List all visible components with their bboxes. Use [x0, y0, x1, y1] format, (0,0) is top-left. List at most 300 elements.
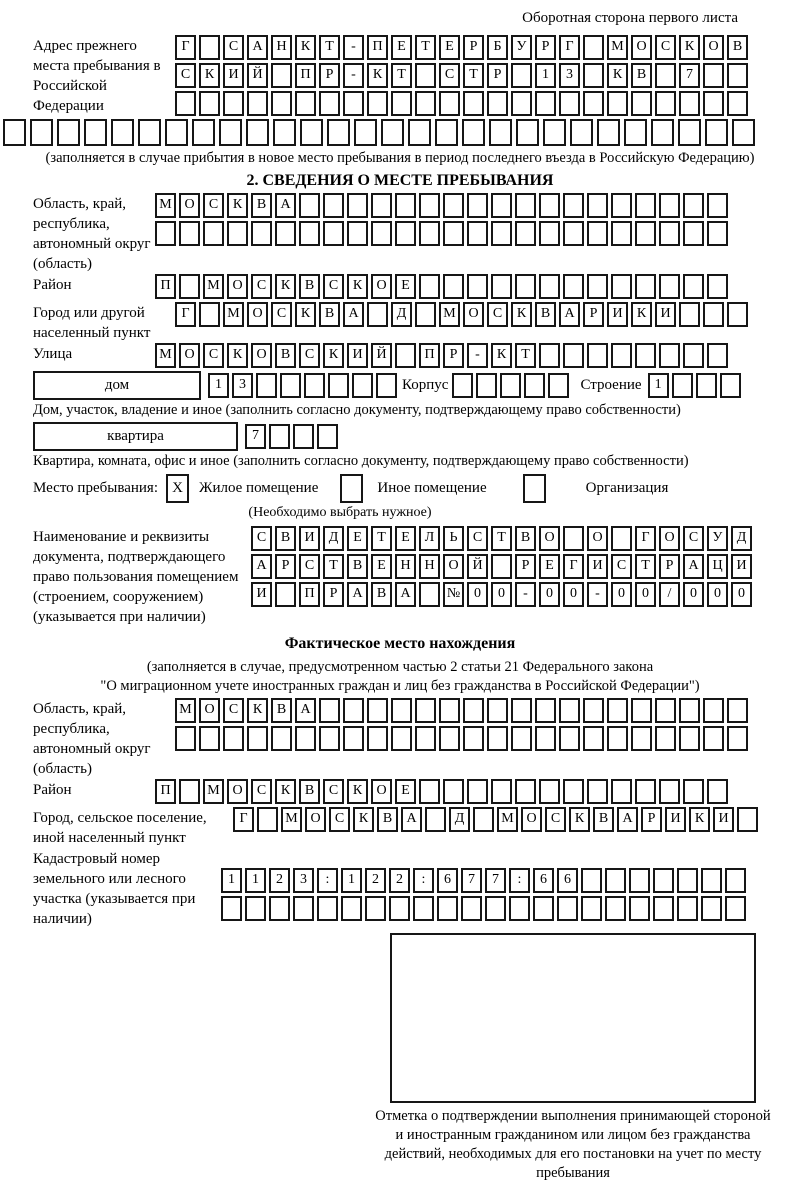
char-box[interactable] — [419, 193, 440, 218]
char-box[interactable]: Р — [659, 554, 680, 579]
char-box[interactable]: О — [659, 526, 680, 551]
char-box[interactable]: В — [271, 698, 292, 723]
char-box[interactable]: К — [295, 35, 316, 60]
char-box[interactable] — [491, 554, 512, 579]
char-box[interactable]: - — [343, 63, 364, 88]
char-box[interactable] — [199, 91, 220, 116]
char-box[interactable] — [317, 424, 338, 449]
char-box[interactable]: 0 — [539, 582, 560, 607]
char-box[interactable]: А — [683, 554, 704, 579]
char-box[interactable] — [696, 373, 717, 398]
char-box[interactable]: П — [155, 274, 176, 299]
char-box[interactable] — [275, 221, 296, 246]
char-box[interactable] — [415, 726, 436, 751]
char-box[interactable] — [199, 302, 220, 327]
char-box[interactable]: И — [347, 343, 368, 368]
char-box[interactable] — [725, 868, 746, 893]
char-box[interactable] — [419, 221, 440, 246]
char-box[interactable] — [703, 698, 724, 723]
char-box[interactable] — [511, 698, 532, 723]
char-box[interactable]: О — [371, 779, 392, 804]
char-box[interactable]: Л — [419, 526, 440, 551]
char-box[interactable] — [491, 193, 512, 218]
char-box[interactable] — [683, 221, 704, 246]
char-box[interactable]: Б — [487, 35, 508, 60]
char-box[interactable]: Г — [175, 35, 196, 60]
char-box[interactable]: Т — [319, 35, 340, 60]
char-box[interactable] — [111, 119, 134, 146]
char-box[interactable]: Р — [319, 63, 340, 88]
char-box[interactable] — [515, 274, 536, 299]
char-box[interactable] — [581, 868, 602, 893]
char-box[interactable] — [727, 726, 748, 751]
char-box[interactable]: О — [703, 35, 724, 60]
char-box[interactable]: Е — [395, 274, 416, 299]
char-box[interactable]: В — [347, 554, 368, 579]
char-box[interactable]: № — [443, 582, 464, 607]
char-box[interactable]: : — [317, 868, 338, 893]
char-box[interactable]: Е — [539, 554, 560, 579]
char-box[interactable] — [635, 343, 656, 368]
char-box[interactable]: М — [155, 193, 176, 218]
char-box[interactable] — [473, 807, 494, 832]
char-box[interactable] — [539, 274, 560, 299]
char-box[interactable] — [415, 63, 436, 88]
char-box[interactable]: / — [659, 582, 680, 607]
char-box[interactable]: Р — [275, 554, 296, 579]
char-box[interactable]: В — [299, 274, 320, 299]
char-box[interactable]: О — [227, 779, 248, 804]
char-box[interactable]: Т — [635, 554, 656, 579]
char-box[interactable] — [516, 119, 539, 146]
char-box[interactable]: В — [299, 779, 320, 804]
char-box[interactable] — [343, 726, 364, 751]
char-box[interactable]: Е — [395, 779, 416, 804]
char-box[interactable] — [439, 726, 460, 751]
char-box[interactable] — [583, 726, 604, 751]
house-type-box[interactable]: дом — [33, 371, 201, 400]
char-box[interactable] — [563, 526, 584, 551]
char-box[interactable]: К — [491, 343, 512, 368]
char-box[interactable]: Г — [233, 807, 254, 832]
char-box[interactable] — [727, 91, 748, 116]
char-box[interactable] — [437, 896, 458, 921]
char-box[interactable] — [419, 582, 440, 607]
char-box[interactable] — [629, 868, 650, 893]
char-box[interactable] — [275, 582, 296, 607]
char-box[interactable]: - — [587, 582, 608, 607]
char-box[interactable]: 3 — [293, 868, 314, 893]
char-box[interactable]: Г — [635, 526, 656, 551]
char-box[interactable]: 0 — [563, 582, 584, 607]
char-box[interactable]: Д — [449, 807, 470, 832]
char-box[interactable] — [587, 274, 608, 299]
char-box[interactable]: В — [319, 302, 340, 327]
char-box[interactable] — [500, 373, 521, 398]
char-box[interactable] — [487, 91, 508, 116]
char-box[interactable] — [391, 698, 412, 723]
char-box[interactable]: И — [251, 582, 272, 607]
char-box[interactable]: - — [515, 582, 536, 607]
char-box[interactable]: М — [439, 302, 460, 327]
char-box[interactable] — [251, 221, 272, 246]
char-box[interactable]: О — [587, 526, 608, 551]
char-box[interactable] — [415, 698, 436, 723]
char-box[interactable]: Т — [463, 63, 484, 88]
char-box[interactable]: К — [295, 302, 316, 327]
char-box[interactable]: А — [395, 582, 416, 607]
char-box[interactable] — [199, 35, 220, 60]
char-box[interactable] — [651, 119, 674, 146]
char-box[interactable]: 7 — [461, 868, 482, 893]
char-box[interactable] — [539, 779, 560, 804]
char-box[interactable]: И — [587, 554, 608, 579]
char-box[interactable] — [347, 193, 368, 218]
char-box[interactable] — [30, 119, 53, 146]
char-box[interactable] — [559, 91, 580, 116]
char-box[interactable] — [683, 274, 704, 299]
char-box[interactable] — [476, 373, 497, 398]
char-box[interactable]: М — [223, 302, 244, 327]
char-box[interactable]: И — [299, 526, 320, 551]
char-box[interactable] — [299, 221, 320, 246]
char-box[interactable]: С — [299, 554, 320, 579]
char-box[interactable]: С — [223, 698, 244, 723]
char-box[interactable]: В — [535, 302, 556, 327]
char-box[interactable]: Е — [347, 526, 368, 551]
char-box[interactable] — [435, 119, 458, 146]
char-box[interactable]: С — [611, 554, 632, 579]
char-box[interactable]: О — [179, 343, 200, 368]
char-box[interactable] — [487, 698, 508, 723]
char-box[interactable] — [367, 302, 388, 327]
char-box[interactable]: В — [275, 526, 296, 551]
char-box[interactable]: 6 — [533, 868, 554, 893]
char-box[interactable]: Й — [247, 63, 268, 88]
char-box[interactable] — [269, 896, 290, 921]
char-box[interactable]: П — [367, 35, 388, 60]
char-box[interactable]: И — [655, 302, 676, 327]
char-box[interactable] — [727, 63, 748, 88]
char-box[interactable] — [408, 119, 431, 146]
char-box[interactable]: К — [353, 807, 374, 832]
char-box[interactable]: С — [271, 302, 292, 327]
char-box[interactable]: С — [323, 779, 344, 804]
char-box[interactable] — [535, 91, 556, 116]
char-box[interactable] — [299, 193, 320, 218]
char-box[interactable] — [635, 193, 656, 218]
char-box[interactable] — [485, 896, 506, 921]
char-box[interactable]: С — [203, 193, 224, 218]
char-box[interactable]: В — [251, 193, 272, 218]
char-box[interactable] — [489, 119, 512, 146]
char-box[interactable] — [219, 119, 242, 146]
char-box[interactable] — [653, 868, 674, 893]
char-box[interactable] — [165, 119, 188, 146]
char-box[interactable]: М — [175, 698, 196, 723]
char-box[interactable] — [583, 63, 604, 88]
char-box[interactable] — [293, 424, 314, 449]
char-box[interactable] — [443, 193, 464, 218]
char-box[interactable] — [367, 698, 388, 723]
char-box[interactable]: А — [251, 554, 272, 579]
stay-type-checkbox-organization[interactable] — [523, 474, 546, 503]
char-box[interactable]: И — [223, 63, 244, 88]
char-box[interactable] — [317, 896, 338, 921]
char-box[interactable] — [175, 91, 196, 116]
char-box[interactable] — [415, 91, 436, 116]
char-box[interactable] — [607, 91, 628, 116]
char-box[interactable]: - — [467, 343, 488, 368]
char-box[interactable] — [629, 896, 650, 921]
char-box[interactable]: О — [521, 807, 542, 832]
char-box[interactable] — [678, 119, 701, 146]
char-box[interactable] — [563, 193, 584, 218]
char-box[interactable]: К — [679, 35, 700, 60]
char-box[interactable] — [381, 119, 404, 146]
char-box[interactable] — [611, 526, 632, 551]
char-box[interactable]: Ь — [443, 526, 464, 551]
char-box[interactable] — [389, 896, 410, 921]
char-box[interactable] — [327, 119, 350, 146]
char-box[interactable] — [672, 373, 693, 398]
char-box[interactable] — [605, 896, 626, 921]
char-box[interactable] — [323, 221, 344, 246]
char-box[interactable] — [376, 373, 397, 398]
char-box[interactable] — [461, 896, 482, 921]
char-box[interactable] — [365, 896, 386, 921]
char-box[interactable]: - — [343, 35, 364, 60]
char-box[interactable] — [57, 119, 80, 146]
char-box[interactable]: С — [487, 302, 508, 327]
char-box[interactable]: А — [401, 807, 422, 832]
stay-type-checkbox-residential[interactable]: X — [166, 474, 189, 503]
char-box[interactable] — [707, 779, 728, 804]
char-box[interactable]: К — [511, 302, 532, 327]
char-box[interactable]: Р — [515, 554, 536, 579]
char-box[interactable] — [203, 221, 224, 246]
char-box[interactable] — [319, 91, 340, 116]
char-box[interactable]: К — [367, 63, 388, 88]
char-box[interactable] — [343, 91, 364, 116]
char-box[interactable]: Т — [491, 526, 512, 551]
char-box[interactable]: Т — [391, 63, 412, 88]
char-box[interactable]: А — [617, 807, 638, 832]
char-box[interactable] — [491, 274, 512, 299]
char-box[interactable]: 1 — [648, 373, 669, 398]
char-box[interactable] — [515, 221, 536, 246]
char-box[interactable] — [635, 779, 656, 804]
char-box[interactable] — [539, 221, 560, 246]
char-box[interactable] — [413, 896, 434, 921]
char-box[interactable] — [655, 698, 676, 723]
char-box[interactable] — [295, 91, 316, 116]
char-box[interactable]: К — [631, 302, 652, 327]
char-box[interactable] — [659, 193, 680, 218]
char-box[interactable] — [535, 726, 556, 751]
char-box[interactable]: Г — [559, 35, 580, 60]
char-box[interactable] — [607, 698, 628, 723]
char-box[interactable]: 0 — [683, 582, 704, 607]
char-box[interactable]: 7 — [485, 868, 506, 893]
char-box[interactable] — [419, 779, 440, 804]
char-box[interactable] — [677, 896, 698, 921]
char-box[interactable]: Р — [443, 343, 464, 368]
char-box[interactable]: С — [467, 526, 488, 551]
char-box[interactable] — [679, 91, 700, 116]
char-box[interactable]: С — [545, 807, 566, 832]
char-box[interactable] — [271, 91, 292, 116]
char-box[interactable]: Г — [563, 554, 584, 579]
char-box[interactable]: О — [247, 302, 268, 327]
char-box[interactable]: Н — [395, 554, 416, 579]
char-box[interactable]: А — [295, 698, 316, 723]
char-box[interactable]: Й — [467, 554, 488, 579]
char-box[interactable]: К — [275, 779, 296, 804]
char-box[interactable]: С — [251, 274, 272, 299]
char-box[interactable] — [611, 221, 632, 246]
char-box[interactable]: 0 — [491, 582, 512, 607]
char-box[interactable] — [587, 779, 608, 804]
char-box[interactable] — [491, 779, 512, 804]
char-box[interactable] — [443, 221, 464, 246]
char-box[interactable] — [701, 896, 722, 921]
char-box[interactable] — [443, 779, 464, 804]
char-box[interactable]: 1 — [245, 868, 266, 893]
char-box[interactable] — [354, 119, 377, 146]
char-box[interactable]: Р — [583, 302, 604, 327]
char-box[interactable] — [467, 193, 488, 218]
char-box[interactable]: 7 — [245, 424, 266, 449]
char-box[interactable] — [467, 221, 488, 246]
char-box[interactable] — [247, 91, 268, 116]
char-box[interactable] — [319, 726, 340, 751]
char-box[interactable] — [732, 119, 755, 146]
char-box[interactable] — [683, 343, 704, 368]
char-box[interactable]: К — [347, 779, 368, 804]
char-box[interactable]: П — [299, 582, 320, 607]
char-box[interactable] — [557, 896, 578, 921]
char-box[interactable] — [659, 221, 680, 246]
char-box[interactable] — [543, 119, 566, 146]
char-box[interactable] — [605, 868, 626, 893]
char-box[interactable]: В — [377, 807, 398, 832]
char-box[interactable] — [611, 343, 632, 368]
char-box[interactable]: 6 — [437, 868, 458, 893]
char-box[interactable]: Т — [415, 35, 436, 60]
char-box[interactable] — [221, 896, 242, 921]
char-box[interactable] — [343, 698, 364, 723]
char-box[interactable] — [725, 896, 746, 921]
char-box[interactable]: О — [443, 554, 464, 579]
char-box[interactable]: 1 — [535, 63, 556, 88]
char-box[interactable] — [703, 91, 724, 116]
char-box[interactable] — [683, 779, 704, 804]
char-box[interactable] — [679, 698, 700, 723]
char-box[interactable]: И — [607, 302, 628, 327]
char-box[interactable]: С — [655, 35, 676, 60]
char-box[interactable] — [463, 726, 484, 751]
char-box[interactable] — [597, 119, 620, 146]
char-box[interactable] — [524, 373, 545, 398]
char-box[interactable]: П — [295, 63, 316, 88]
char-box[interactable] — [352, 373, 373, 398]
char-box[interactable] — [452, 373, 473, 398]
char-box[interactable]: И — [713, 807, 734, 832]
char-box[interactable]: О — [227, 274, 248, 299]
char-box[interactable]: Р — [323, 582, 344, 607]
char-box[interactable] — [179, 274, 200, 299]
char-box[interactable] — [491, 221, 512, 246]
char-box[interactable] — [462, 119, 485, 146]
char-box[interactable]: В — [727, 35, 748, 60]
char-box[interactable]: У — [707, 526, 728, 551]
stay-type-checkbox-other[interactable] — [340, 474, 363, 503]
char-box[interactable] — [611, 193, 632, 218]
char-box[interactable] — [659, 274, 680, 299]
char-box[interactable]: Н — [271, 35, 292, 60]
char-box[interactable]: И — [665, 807, 686, 832]
char-box[interactable]: И — [731, 554, 752, 579]
char-box[interactable] — [367, 726, 388, 751]
char-box[interactable] — [341, 896, 362, 921]
char-box[interactable] — [587, 343, 608, 368]
char-box[interactable] — [247, 726, 268, 751]
char-box[interactable]: К — [247, 698, 268, 723]
char-box[interactable] — [511, 726, 532, 751]
char-box[interactable] — [511, 91, 532, 116]
char-box[interactable] — [415, 302, 436, 327]
char-box[interactable] — [659, 343, 680, 368]
char-box[interactable]: 3 — [559, 63, 580, 88]
char-box[interactable] — [659, 779, 680, 804]
char-box[interactable]: 0 — [611, 582, 632, 607]
char-box[interactable]: К — [607, 63, 628, 88]
char-box[interactable] — [269, 424, 290, 449]
char-box[interactable] — [559, 698, 580, 723]
char-box[interactable]: Й — [371, 343, 392, 368]
char-box[interactable] — [245, 896, 266, 921]
char-box[interactable]: К — [323, 343, 344, 368]
char-box[interactable]: Р — [641, 807, 662, 832]
char-box[interactable] — [391, 91, 412, 116]
char-box[interactable]: М — [281, 807, 302, 832]
char-box[interactable] — [587, 221, 608, 246]
char-box[interactable] — [223, 726, 244, 751]
char-box[interactable] — [631, 91, 652, 116]
char-box[interactable] — [443, 274, 464, 299]
char-box[interactable] — [179, 779, 200, 804]
char-box[interactable]: К — [227, 193, 248, 218]
apartment-type-box[interactable]: квартира — [33, 422, 238, 451]
char-box[interactable]: 0 — [707, 582, 728, 607]
char-box[interactable]: 7 — [679, 63, 700, 88]
char-box[interactable]: 1 — [221, 868, 242, 893]
char-box[interactable] — [583, 698, 604, 723]
char-box[interactable]: С — [683, 526, 704, 551]
char-box[interactable]: Т — [323, 554, 344, 579]
char-box[interactable] — [487, 726, 508, 751]
char-box[interactable]: В — [371, 582, 392, 607]
char-box[interactable]: О — [305, 807, 326, 832]
char-box[interactable] — [509, 896, 530, 921]
char-box[interactable] — [271, 726, 292, 751]
char-box[interactable] — [293, 896, 314, 921]
char-box[interactable]: М — [155, 343, 176, 368]
char-box[interactable] — [223, 91, 244, 116]
char-box[interactable] — [611, 779, 632, 804]
char-box[interactable]: : — [413, 868, 434, 893]
